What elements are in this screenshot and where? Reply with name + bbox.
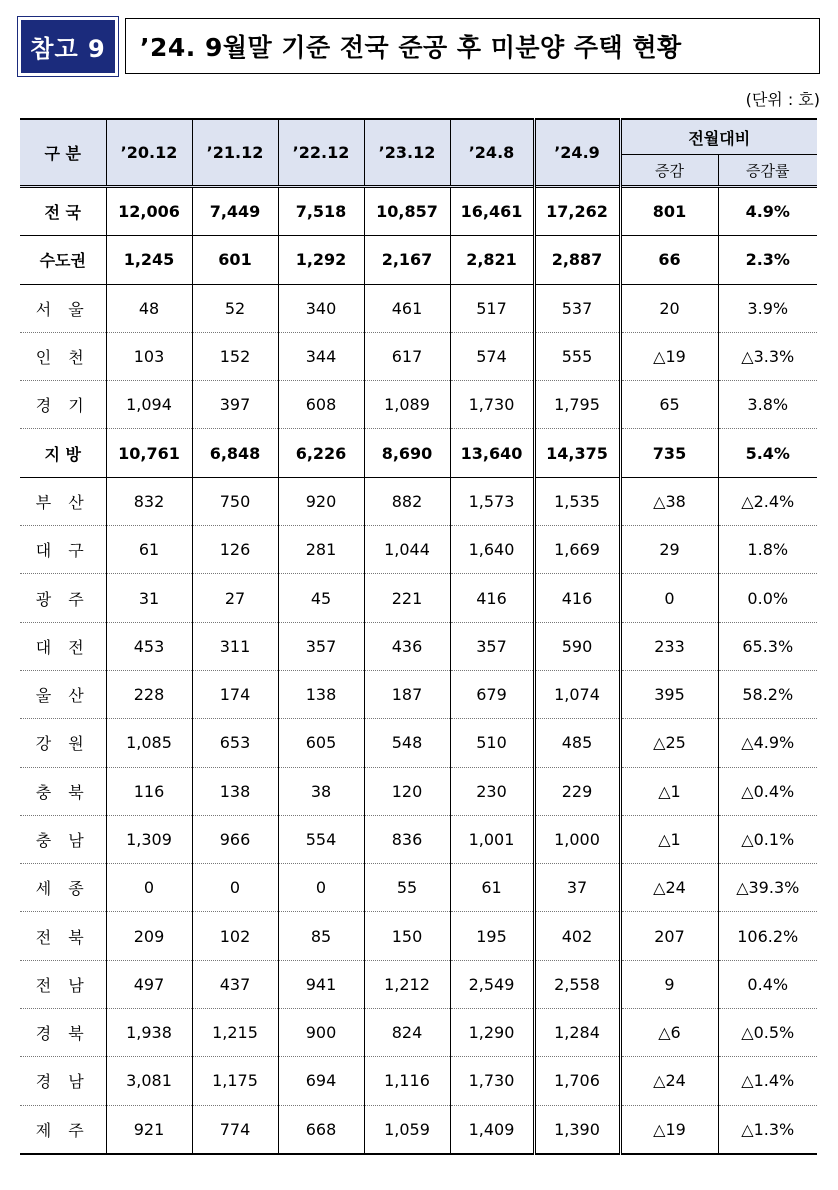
value-2312: 1,089	[364, 381, 450, 429]
value-2112: 750	[192, 477, 278, 525]
value-2112: 1,175	[192, 1057, 278, 1105]
header-period: ’21.12	[192, 119, 278, 187]
value-change-rate: 2.3%	[718, 236, 817, 284]
value-2408: 416	[450, 574, 534, 622]
value-change-rate: 3.8%	[718, 381, 817, 429]
value-2212: 38	[278, 767, 364, 815]
value-change: 65	[620, 381, 718, 429]
region-name: 제 주	[35, 1120, 90, 1140]
value-2408: 16,461	[450, 187, 534, 236]
value-2409: 1,795	[534, 381, 620, 429]
value-2112: 0	[192, 864, 278, 912]
value-2112: 774	[192, 1105, 278, 1154]
value-change-rate: 65.3%	[718, 622, 817, 670]
region-name: 충 북	[20, 767, 106, 815]
value-2012: 1,085	[106, 719, 192, 767]
value-change-rate: △3.3%	[718, 332, 817, 380]
value-2212: 344	[278, 332, 364, 380]
value-2012: 1,938	[106, 1009, 192, 1057]
value-2409: 590	[534, 622, 620, 670]
value-2212: 45	[278, 574, 364, 622]
value-2409: 485	[534, 719, 620, 767]
value-change-rate: △39.3%	[718, 864, 817, 912]
value-2312: 617	[364, 332, 450, 380]
table-row	[20, 960, 817, 1008]
value-2212: 0	[278, 864, 364, 912]
value-2312: 221	[364, 574, 450, 622]
table-row	[20, 719, 817, 767]
value-change-rate: 58.2%	[718, 670, 817, 718]
value-2312: 882	[364, 477, 450, 525]
value-2408: 517	[450, 284, 534, 332]
table-row	[20, 526, 817, 574]
region-name: 전 북	[20, 912, 106, 960]
region-name: 강 원	[20, 719, 106, 767]
value-2409: 17,262	[534, 187, 620, 236]
page-title: ’24. 9월말 기준 전국 준공 후 미분양 주택 현황	[125, 18, 820, 74]
value-2112: 126	[192, 526, 278, 574]
value-2408: 510	[450, 719, 534, 767]
region-name: 지 방	[20, 429, 106, 477]
value-change: 0	[620, 574, 718, 622]
region-name: 세 종	[20, 864, 106, 912]
value-change-rate: △4.9%	[718, 719, 817, 767]
value-change-rate: 106.2%	[718, 912, 817, 960]
value-2408: 1,001	[450, 815, 534, 863]
table-header	[20, 119, 817, 187]
value-2012: 3,081	[106, 1057, 192, 1105]
value-2112: 52	[192, 284, 278, 332]
value-change-rate: 0.0%	[718, 574, 817, 622]
value-2312: 2,167	[364, 236, 450, 284]
value-2212: 6,226	[278, 429, 364, 477]
header-period: ’23.12	[364, 119, 450, 187]
value-2409: 1,535	[534, 477, 620, 525]
header-mom-group: 전월대비	[620, 119, 817, 155]
value-2112: 27	[192, 574, 278, 622]
value-change: 9	[620, 960, 718, 1008]
value-2012: 48	[106, 284, 192, 332]
value-2408: 2,821	[450, 236, 534, 284]
table-row	[20, 284, 817, 332]
value-2409: 2,887	[534, 236, 620, 284]
value-2409: 1,706	[534, 1057, 620, 1105]
value-2212: 605	[278, 719, 364, 767]
value-2212: 920	[278, 477, 364, 525]
value-2212: 941	[278, 960, 364, 1008]
value-2312: 461	[364, 284, 450, 332]
value-2112: 7,449	[192, 187, 278, 236]
value-change: △6	[620, 1009, 718, 1057]
value-2212: 138	[278, 670, 364, 718]
value-2112: 102	[192, 912, 278, 960]
table-row	[20, 864, 817, 912]
value-change: 233	[620, 622, 718, 670]
table-row	[20, 332, 817, 380]
value-2012: 0	[106, 864, 192, 912]
value-2409: 1,390	[534, 1105, 620, 1154]
value-2312: 8,690	[364, 429, 450, 477]
table-row	[20, 815, 817, 863]
header-period: ’24.9	[534, 119, 620, 187]
value-2312: 548	[364, 719, 450, 767]
table-row	[20, 1105, 817, 1154]
table-row	[20, 767, 817, 815]
value-2408: 230	[450, 767, 534, 815]
value-2112: 311	[192, 622, 278, 670]
value-change-rate: △1.3%	[718, 1105, 817, 1154]
region-name: 대 전	[20, 622, 106, 670]
value-2212: 900	[278, 1009, 364, 1057]
value-change-rate: △0.1%	[718, 815, 817, 863]
region-name: 인 천	[20, 332, 106, 380]
value-2212: 85	[278, 912, 364, 960]
header-change: 증감	[620, 155, 718, 187]
value-2012: 1,309	[106, 815, 192, 863]
value-2012: 453	[106, 622, 192, 670]
value-change-rate: △2.4%	[718, 477, 817, 525]
header-period: ’20.12	[106, 119, 192, 187]
region-name: 서 울	[20, 284, 106, 332]
value-change: 207	[620, 912, 718, 960]
value-2408: 357	[450, 622, 534, 670]
value-change: 20	[620, 284, 718, 332]
value-2408: 1,290	[450, 1009, 534, 1057]
value-2012: 1,094	[106, 381, 192, 429]
value-2408: 195	[450, 912, 534, 960]
reference-tag: 참고 9	[21, 20, 115, 73]
table-row	[20, 1009, 817, 1057]
value-change: △1	[620, 767, 718, 815]
region-name: 전 국	[20, 187, 106, 236]
value-change: △19	[620, 1105, 718, 1154]
region-name: 경 북	[20, 1009, 106, 1057]
value-change-rate: △1.4%	[718, 1057, 817, 1105]
value-change-rate: △0.4%	[718, 767, 817, 815]
value-change: △38	[620, 477, 718, 525]
value-2409: 229	[534, 767, 620, 815]
value-2112: 653	[192, 719, 278, 767]
value-change-rate: 1.8%	[718, 526, 817, 574]
value-change: △25	[620, 719, 718, 767]
value-2409: 555	[534, 332, 620, 380]
region-name: 충 남	[20, 815, 106, 863]
value-change: 29	[620, 526, 718, 574]
table-row	[20, 429, 817, 477]
value-2112: 174	[192, 670, 278, 718]
value-2012: 209	[106, 912, 192, 960]
value-2112: 966	[192, 815, 278, 863]
table-row	[20, 574, 817, 622]
unsold-housing-table	[20, 118, 817, 1155]
value-2112: 601	[192, 236, 278, 284]
value-2012: 31	[106, 574, 192, 622]
value-2409: 1,284	[534, 1009, 620, 1057]
value-2212: 7,518	[278, 187, 364, 236]
region-name: 경 기	[20, 381, 106, 429]
value-2409: 37	[534, 864, 620, 912]
value-change: △1	[620, 815, 718, 863]
value-2212: 281	[278, 526, 364, 574]
table-row	[20, 187, 817, 236]
header-change-rate: 증감률	[718, 155, 817, 187]
region-name: 전 남	[20, 960, 106, 1008]
value-2408: 1,409	[450, 1105, 534, 1154]
value-2012: 103	[106, 332, 192, 380]
table-row	[20, 381, 817, 429]
value-2408: 2,549	[450, 960, 534, 1008]
value-change-rate: 0.4%	[718, 960, 817, 1008]
value-2012: 10,761	[106, 429, 192, 477]
table-row	[20, 477, 817, 525]
value-2312: 836	[364, 815, 450, 863]
value-2312: 1,059	[364, 1105, 450, 1154]
value-2312: 1,044	[364, 526, 450, 574]
value-2409: 416	[534, 574, 620, 622]
value-change: 801	[620, 187, 718, 236]
value-2112: 138	[192, 767, 278, 815]
value-change: 395	[620, 670, 718, 718]
value-2408: 574	[450, 332, 534, 380]
value-2409: 1,074	[534, 670, 620, 718]
region-name: 울 산	[20, 670, 106, 718]
value-2212: 554	[278, 815, 364, 863]
value-2409: 1,000	[534, 815, 620, 863]
table-row	[20, 670, 817, 718]
value-2112: 6,848	[192, 429, 278, 477]
value-2312: 824	[364, 1009, 450, 1057]
region-name: 수도권	[20, 236, 106, 284]
value-2409: 1,669	[534, 526, 620, 574]
region-name: 대 구	[20, 526, 106, 574]
value-2409: 2,558	[534, 960, 620, 1008]
value-2408: 1,640	[450, 526, 534, 574]
value-2408: 13,640	[450, 429, 534, 477]
table-row	[20, 622, 817, 670]
table-body	[20, 187, 817, 1154]
table-row	[20, 912, 817, 960]
value-2012: 1,245	[106, 236, 192, 284]
value-2212: 340	[278, 284, 364, 332]
value-2408: 1,730	[450, 1057, 534, 1105]
value-2212: 668	[278, 1105, 364, 1154]
value-2012: 497	[106, 960, 192, 1008]
value-2012: 12,006	[106, 187, 192, 236]
value-2012: 832	[106, 477, 192, 525]
value-2312: 150	[364, 912, 450, 960]
value-2312: 10,857	[364, 187, 450, 236]
value-change-rate: △0.5%	[718, 1009, 817, 1057]
value-2408: 1,573	[450, 477, 534, 525]
header-period: ’22.12	[278, 119, 364, 187]
region-name: 부 산	[20, 477, 106, 525]
value-2409: 14,375	[534, 429, 620, 477]
value-2212: 608	[278, 381, 364, 429]
unit-note: (단위 : 호)	[745, 90, 820, 109]
value-2012: 921	[106, 1105, 192, 1154]
value-2012: 228	[106, 670, 192, 718]
value-change: △24	[620, 1057, 718, 1105]
value-2312: 1,212	[364, 960, 450, 1008]
value-change-rate: 4.9%	[718, 187, 817, 236]
value-change: △24	[620, 864, 718, 912]
value-2408: 679	[450, 670, 534, 718]
value-2312: 120	[364, 767, 450, 815]
region-name: 경 남	[20, 1057, 106, 1105]
value-2312: 1,116	[364, 1057, 450, 1105]
value-change-rate: 5.4%	[718, 429, 817, 477]
value-2112: 1,215	[192, 1009, 278, 1057]
value-change: △19	[620, 332, 718, 380]
region-name: 광 주	[20, 574, 106, 622]
value-2408: 61	[450, 864, 534, 912]
table-row	[20, 236, 817, 284]
value-2112: 152	[192, 332, 278, 380]
table-row	[20, 1057, 817, 1105]
value-2212: 694	[278, 1057, 364, 1105]
value-2312: 55	[364, 864, 450, 912]
value-2012: 61	[106, 526, 192, 574]
value-2408: 1,730	[450, 381, 534, 429]
value-2409: 537	[534, 284, 620, 332]
value-2212: 1,292	[278, 236, 364, 284]
value-change-rate: 3.9%	[718, 284, 817, 332]
value-2112: 397	[192, 381, 278, 429]
value-2312: 187	[364, 670, 450, 718]
header-region: 구 분	[20, 119, 106, 187]
header-period: ’24.8	[450, 119, 534, 187]
value-2112: 437	[192, 960, 278, 1008]
value-2012: 116	[106, 767, 192, 815]
value-change: 66	[620, 236, 718, 284]
value-2312: 436	[364, 622, 450, 670]
value-2212: 357	[278, 622, 364, 670]
value-2409: 402	[534, 912, 620, 960]
value-change: 735	[620, 429, 718, 477]
